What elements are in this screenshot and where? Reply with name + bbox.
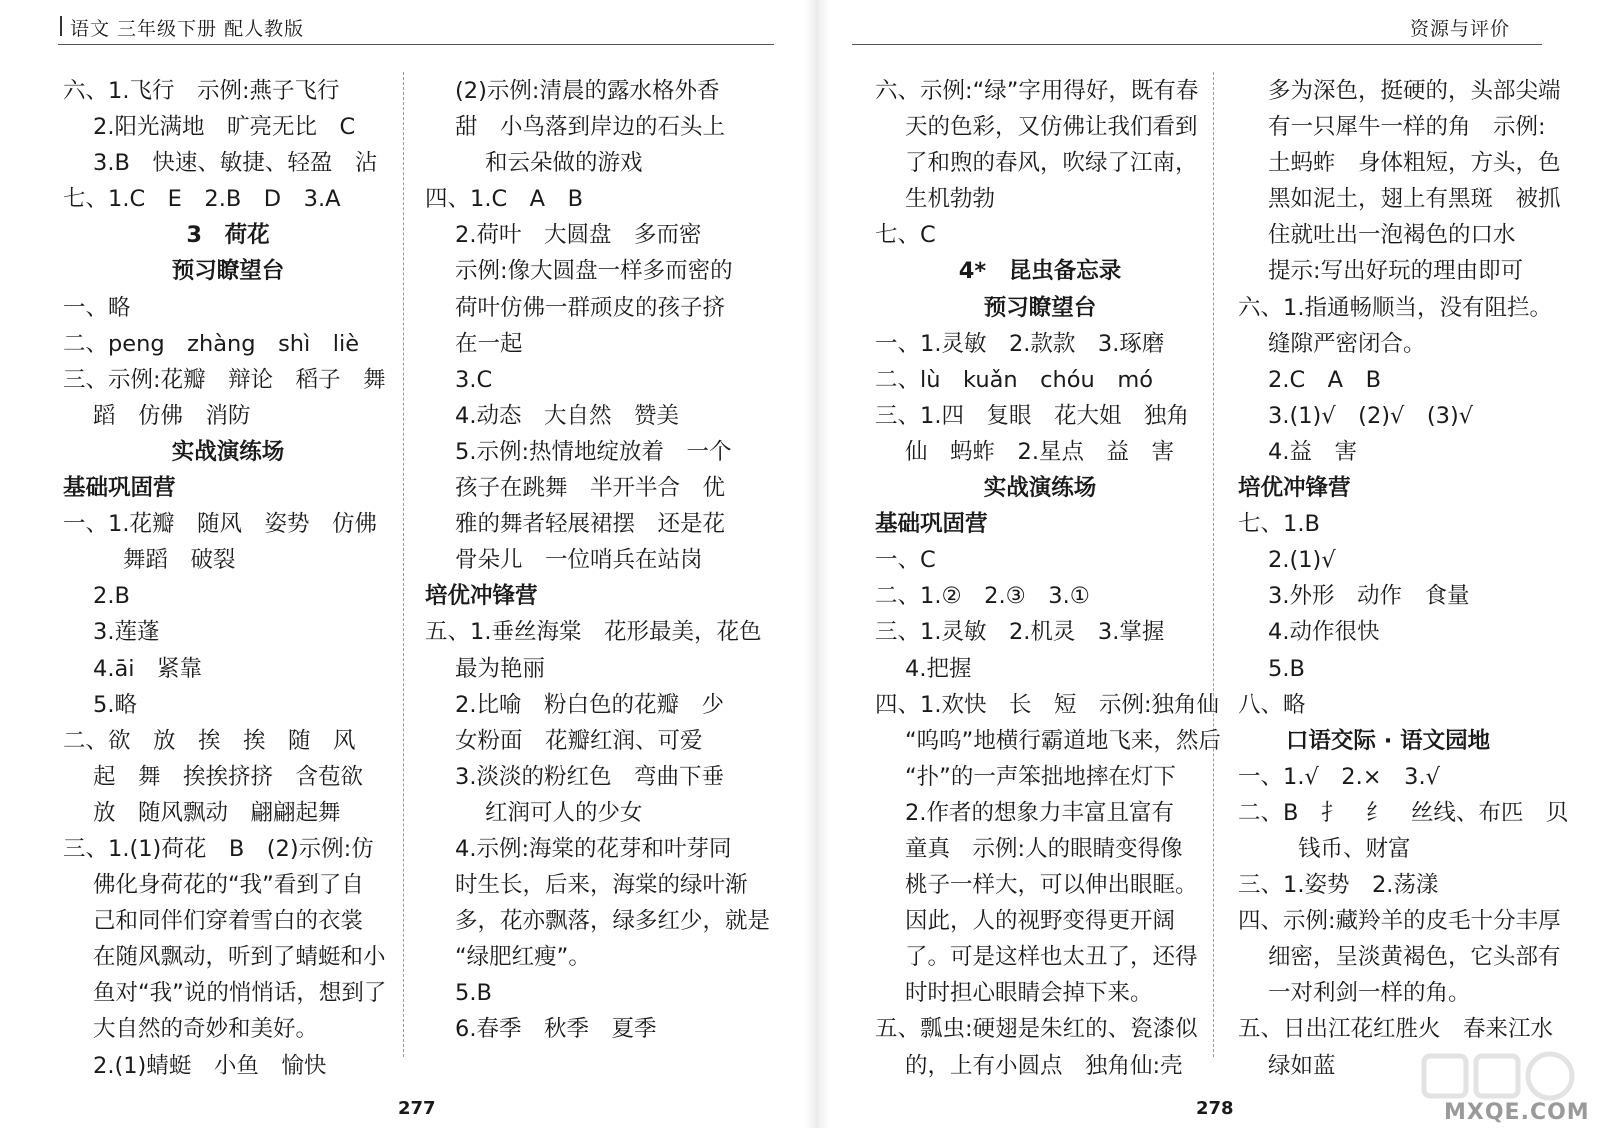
answer-line: 二、欲 放 挨 挨 随 风 xyxy=(63,727,356,754)
answer-line: 佛化身荷花的“我”看到了自 xyxy=(93,872,364,899)
answer-line: 己和同伴们穿着雪白的衣裳 xyxy=(93,908,364,935)
watermark-text: MXQE.COM xyxy=(1444,1100,1590,1125)
answer-line: 二、1.② 2.③ 3.① xyxy=(875,583,1090,610)
answer-line: 仙 蚂蚱 2.星点 益 害 xyxy=(905,438,1174,465)
answer-line: 八、略 xyxy=(1238,691,1306,718)
answer-line: 童真 示例:人的眼睛变得像 xyxy=(905,835,1183,862)
header-series-title: 资源与评价 xyxy=(1410,18,1511,40)
answer-line: 一、1.花瓣 随风 姿势 仿佛 xyxy=(63,511,377,538)
answer-line: 蹈 仿佛 消防 xyxy=(93,402,251,429)
answer-line: 二、peng zhàng shì liè xyxy=(63,330,360,357)
answer-line: 细密，呈淡黄褐色，它头部有 xyxy=(1268,944,1561,971)
answer-line: 3.B 快速、敏捷、轻盈 沾 xyxy=(93,150,378,177)
answer-line: 一、C xyxy=(875,547,936,574)
answer-line: 一、略 xyxy=(63,294,131,321)
answer-line: 4.动态 大自然 赞美 xyxy=(455,402,679,429)
book-spine-shadow xyxy=(804,0,830,1128)
answer-line: 3.C xyxy=(455,366,493,393)
answer-line: 大自然的奇妙和美好。 xyxy=(93,1016,319,1043)
answer-line: 3.外形 动作 食量 xyxy=(1268,583,1470,610)
answer-line: 和云朵做的游戏 xyxy=(485,150,643,177)
answer-line: 有一只犀牛一样的角 示例: xyxy=(1268,114,1546,141)
answer-line: 2.C A B xyxy=(1268,366,1382,393)
answer-line: 3.(1)√ (2)√ (3)√ xyxy=(1268,402,1474,429)
answer-line: 一对利剑一样的角。 xyxy=(1268,980,1471,1007)
answer-line: 七、1.B xyxy=(1238,511,1320,538)
answer-line: 2.作者的想象力丰富且富有 xyxy=(905,799,1174,826)
section-heading: 基础巩固营 xyxy=(63,475,176,502)
answer-line: 时生长，后来，海棠的绿叶渐 xyxy=(455,872,748,899)
answer-line: 放 随风飘动 翩翩起舞 xyxy=(93,799,341,826)
section-heading: 基础巩固营 xyxy=(875,511,988,538)
answer-line: 女粉面 花瓣红润、可爱 xyxy=(455,727,703,754)
answer-line: “扑”的一声笨拙地摔在灯下 xyxy=(905,763,1176,790)
answer-line: 2.阳光满地 旷亮无比 C xyxy=(93,114,356,141)
answer-column-1 xyxy=(63,73,393,1084)
answer-line: 缝隙严密闭合。 xyxy=(1268,330,1426,357)
section-heading: 培优冲锋营 xyxy=(425,583,538,610)
answer-line: 生机勃勃 xyxy=(905,186,996,213)
answer-line: 2.B xyxy=(93,583,130,610)
section-heading: 培优冲锋营 xyxy=(1238,475,1351,502)
header-rule-right xyxy=(852,44,1542,45)
section-heading: 预习瞭望台 xyxy=(171,258,285,285)
section-heading: 预习瞭望台 xyxy=(983,294,1097,321)
answer-line: 二、B 扌 纟 丝线、布匹 贝 xyxy=(1238,799,1569,826)
answer-line: 起 舞 挨挨挤挤 含苞欲 xyxy=(93,763,364,790)
answer-line: “绿肥红瘦”。 xyxy=(455,944,591,971)
answer-line: 骨朵儿 一位哨兵在站岗 xyxy=(455,547,703,574)
answer-line: 桃子一样大，可以伸出眼眶。 xyxy=(905,872,1198,899)
answer-line: 了。可是这样也太丑了，还得 xyxy=(905,944,1198,971)
answer-line: 提示:写出好玩的理由即可 xyxy=(1268,258,1524,285)
answer-line: 一、1.灵敏 2.款款 3.琢磨 xyxy=(875,330,1165,357)
section-heading: 3 荷花 xyxy=(186,222,270,249)
answer-line: 因此，人的视野变得更开阔 xyxy=(905,908,1176,935)
answer-line: 5.略 xyxy=(93,691,137,718)
answer-line: 4.把握 xyxy=(905,655,972,682)
answer-column-2 xyxy=(425,73,770,1048)
answer-line: 孩子在跳舞 半开半合 优 xyxy=(455,475,726,502)
answer-line: 2.荷叶 大圆盘 多而密 xyxy=(455,222,702,249)
answer-line: 4.āi 紧靠 xyxy=(93,655,203,682)
answer-line: 最为艳丽 xyxy=(455,655,546,682)
answer-line: 四、示例:藏羚羊的皮毛十分丰厚 xyxy=(1238,908,1561,935)
answer-line: 在随风飘动，听到了蜻蜓和小 xyxy=(93,944,386,971)
answer-line: 2.(1)√ xyxy=(1268,547,1336,574)
column-divider-left-page xyxy=(403,72,404,1057)
answer-line: 甜 小鸟落到岸边的石头上 xyxy=(455,114,726,141)
answer-line: 一、1.√ 2.× 3.√ xyxy=(1238,763,1440,790)
answer-line: 黑如泥土，翅上有黑斑 被抓 xyxy=(1268,186,1561,213)
answer-line: 示例:像大圆盘一样多而密的 xyxy=(455,258,733,285)
answer-line: 三、1.灵敏 2.机灵 3.掌握 xyxy=(875,619,1165,646)
answer-line: 3.淡淡的粉红色 弯曲下垂 xyxy=(455,763,724,790)
answer-line: “呜呜”地横行霸道地飞来，然后 xyxy=(905,727,1221,754)
answer-line: 荷叶仿佛一群顽皮的孩子挤 xyxy=(455,294,726,321)
answer-line: 六、1.指通畅顺当，没有阻拦。 xyxy=(1238,294,1552,321)
answer-line: (2)示例:清晨的露水格外香 xyxy=(455,78,720,104)
page-number-left: 277 xyxy=(398,1098,436,1119)
answer-line: 5.B xyxy=(1268,655,1305,682)
answer-line: 2.(1)蜻蜓 小鱼 愉快 xyxy=(93,1052,327,1079)
answer-line: 七、C xyxy=(875,222,936,249)
answer-line: 五、1.垂丝海棠 花形最美，花色 xyxy=(425,619,762,646)
answer-line: 6.春季 秋季 夏季 xyxy=(455,1016,657,1043)
answer-line: 二、lù kuǎn chóu mó xyxy=(875,366,1153,393)
answer-line: 时时担心眼睛会掉下来。 xyxy=(905,980,1153,1007)
answer-line: 绿如蓝 xyxy=(1268,1052,1336,1079)
answer-line: 三、示例:花瓣 辩论 稻子 舞 xyxy=(63,366,386,393)
header-book-info: 语文 三年级下册 配人教版 xyxy=(70,14,304,41)
answer-line: 的，上有小圆点 独角仙:壳 xyxy=(905,1052,1183,1079)
answer-line: 六、1.飞行 示例:燕子飞行 xyxy=(63,78,340,104)
answer-line: 七、1.C E 2.B D 3.A xyxy=(63,186,341,213)
answer-line: 4.益 害 xyxy=(1268,438,1357,465)
answer-line: 多为深色，挺硬的，头部尖端 xyxy=(1268,78,1561,104)
answer-line: 天的色彩，又仿佛让我们看到 xyxy=(905,114,1198,141)
section-heading: 口语交际 · 语文园地 xyxy=(1285,727,1491,754)
answer-line: 五、日出江花红胜火 春来江水 xyxy=(1238,1016,1554,1043)
section-heading: 实战演练场 xyxy=(171,438,285,465)
answer-line: 土蚂蚱 身体粗短，方头，色 xyxy=(1268,150,1561,177)
header-rule-left xyxy=(58,44,774,45)
answer-line: 4.示例:海棠的花芽和叶芽同 xyxy=(455,835,732,862)
answer-line: 三、1.姿势 2.荡漾 xyxy=(1238,872,1439,899)
answer-line: 四、1.C A B xyxy=(425,186,584,213)
answer-line: 六、示例:“绿”字用得好，既有春 xyxy=(875,78,1199,104)
answer-line: 住就吐出一泡褐色的口水 xyxy=(1268,222,1516,249)
answer-line: 五、瓢虫:硬翅是朱红的、瓷漆似 xyxy=(875,1016,1198,1043)
answer-column-3 xyxy=(875,73,1221,1084)
section-heading: 4* 昆虫备忘录 xyxy=(958,258,1122,285)
answer-line: 多，花亦飘落，绿多红少，就是 xyxy=(455,908,771,935)
page-number-right: 278 xyxy=(1196,1098,1234,1119)
answer-line: 了和煦的春风，吹绿了江南， xyxy=(905,150,1198,177)
answer-line: 钱币、财富 xyxy=(1298,835,1411,862)
answer-line: 红润可人的少女 xyxy=(485,799,643,826)
answer-line: 鱼对“我”说的悄悄话，想到了 xyxy=(93,980,387,1007)
answer-line: 三、1.四 复眼 花大姐 独角 xyxy=(875,402,1189,429)
answer-line: 4.动作很快 xyxy=(1268,619,1380,646)
answer-line: 在一起 xyxy=(455,330,523,357)
answer-column-4 xyxy=(1238,73,1568,1084)
answer-line: 三、1.(1)荷花 B (2)示例:仿 xyxy=(63,835,374,862)
answer-line: 3.莲蓬 xyxy=(93,619,160,646)
answer-line: 5.示例:热情地绽放着 一个 xyxy=(455,438,732,465)
answer-line: 雅的舞者轻展裙摆 还是花 xyxy=(455,511,726,538)
answer-line: 舞蹈 破裂 xyxy=(123,547,236,574)
answer-line: 5.B xyxy=(455,980,492,1007)
answer-line: 四、1.欢快 长 短 示例:独角仙 xyxy=(875,691,1220,718)
section-heading: 实战演练场 xyxy=(983,475,1097,502)
answer-line: 2.比喻 粉白色的花瓣 少 xyxy=(455,691,724,718)
